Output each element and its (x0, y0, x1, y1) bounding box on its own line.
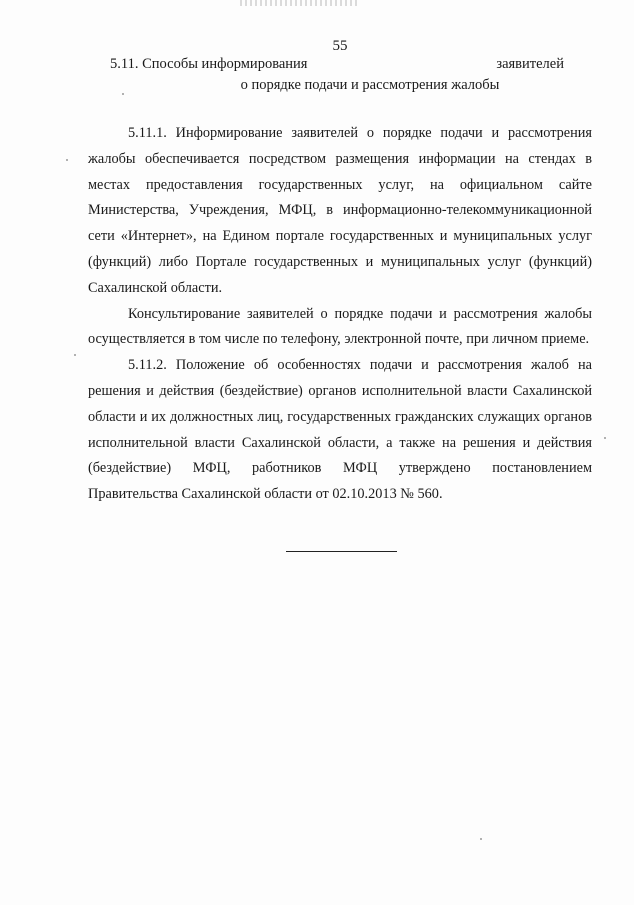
body-text (88, 121, 592, 508)
end-divider-line (286, 551, 397, 552)
scan-artifact (240, 0, 360, 6)
scan-speck (74, 354, 76, 356)
section-heading-right: заявителей (496, 56, 564, 72)
scan-speck (122, 93, 124, 95)
scan-speck (604, 437, 606, 439)
section-heading-left: 5.11. Способы информирования (110, 56, 308, 72)
paragraph-consultation: Консультирование заявителей о порядке подачи и рассмотрения жалобы осуществляется в том числе по телефону, электронной почте, при личном приеме. (88, 305, 592, 348)
scan-speck (66, 159, 68, 161)
scan-speck (480, 838, 482, 840)
section-heading-line-1 (90, 54, 580, 75)
page-number: 55 (332, 38, 348, 54)
section-heading-line-2: о порядке подачи и рассмотрения жалобы (240, 77, 500, 93)
section-heading (90, 54, 580, 96)
paragraph-5-11-1: 5.11.1. Информирование заявителей о порядке подачи и рассмотрения жалобы обеспечивается посредством размещения информации на стендах в местах предоставления государственных услуг, на официальном сайте Министерства, Учреждения, МФЦ, в информационно-телекоммуникационной сети «Интернет», на Едином портале государственных и муниципальных услуг (функций) либо Портале государственных и муниципальных услуг (функций) Сахалинской области. (88, 125, 592, 296)
paragraph-5-11-2: 5.11.2. Положение об особенностях подачи и рассмотрения жалоб на решения и действия (бездействие) органов исполнительной власти Сахалинской области и их должностных лиц, государственных гражданских служащих органов исполнительной власти Сахалинской области, а также на решения и действия (бездействие) МФЦ, работников МФЦ утверждено постановлением Правительства Сахалинской области от 02.10.2013 № 560. (88, 357, 592, 503)
